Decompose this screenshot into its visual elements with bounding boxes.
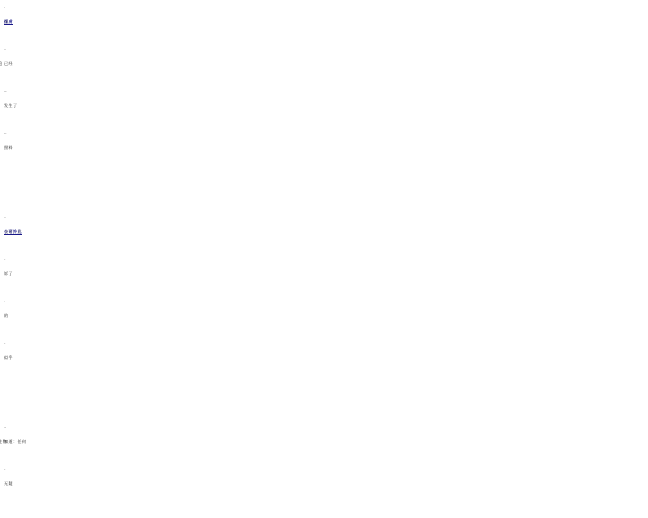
hanzi-line	[4, 350, 644, 366]
hanzi-line	[4, 308, 644, 324]
pinyin-line	[4, 2, 644, 14]
reading-passage	[4, 0, 644, 518]
hanzi-line	[4, 434, 644, 450]
highlighted-word: 小可怜儿	[4, 229, 22, 234]
pinyin-line	[4, 296, 644, 308]
pinyin-line	[4, 254, 644, 266]
highlighted-word: 俘虏	[4, 19, 13, 24]
text-line-2	[4, 44, 644, 72]
text-line-8	[4, 296, 644, 324]
hanzi-line	[4, 56, 644, 72]
text-line-4	[4, 128, 644, 156]
text-line-3	[4, 86, 644, 114]
hanzi-line	[4, 14, 644, 30]
hanzi-line	[4, 98, 644, 114]
text-line-5	[4, 170, 644, 198]
hanzi-line	[4, 140, 644, 156]
pinyin-line	[4, 86, 644, 98]
pinyin-line	[4, 380, 644, 392]
text-line-11	[4, 422, 644, 450]
hanzi-line	[4, 392, 644, 408]
text-line-1	[4, 2, 644, 30]
pinyin-line	[4, 422, 644, 434]
text-line-12	[4, 464, 644, 492]
hanzi-line	[4, 476, 644, 492]
pinyin-line	[4, 338, 644, 350]
text-line-9	[4, 338, 644, 366]
text-line-6	[4, 212, 644, 240]
hanzi-line	[4, 182, 644, 198]
pinyin-line	[4, 212, 644, 224]
text-line-7	[4, 254, 644, 282]
text-line-10	[4, 380, 644, 408]
pinyin-line	[4, 170, 644, 182]
hanzi-line	[4, 224, 644, 240]
pinyin-line	[4, 44, 644, 56]
hanzi-line	[4, 266, 644, 282]
pinyin-line	[4, 464, 644, 476]
pinyin-line	[4, 128, 644, 140]
